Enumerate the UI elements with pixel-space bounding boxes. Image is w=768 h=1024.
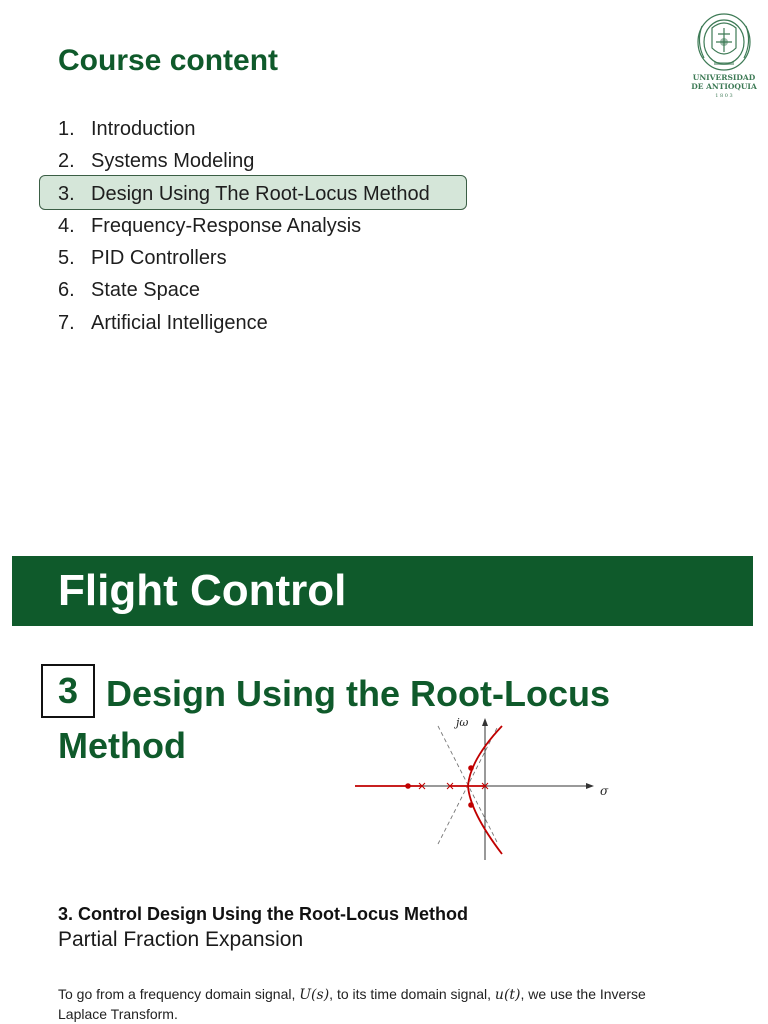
imaginary-axis-label: jω: [456, 716, 469, 729]
math-time-signal: u(t): [494, 987, 521, 1003]
course-topic-item[interactable]: [58, 275, 430, 307]
course-topic-list: [58, 114, 430, 340]
closed-loop-point: [468, 765, 474, 771]
closed-loop-point: [405, 783, 411, 789]
topic-label: Artificial Intelligence: [91, 311, 268, 334]
imaginary-axis-arrow: [482, 718, 488, 726]
real-axis-arrow: [586, 783, 594, 789]
chapter-number-box: 3: [41, 664, 95, 718]
topic-label: Systems Modeling: [91, 150, 255, 173]
course-topic-item-current[interactable]: [58, 179, 430, 211]
topic-number: 3.: [58, 182, 75, 205]
section-subheading: Partial Fraction Expansion: [58, 928, 304, 951]
section-heading: 3. Control Design Using the Root-Locus Method: [58, 904, 468, 924]
course-topic-item[interactable]: [58, 211, 430, 243]
topic-number: 2.: [58, 150, 75, 173]
closed-loop-point: [468, 802, 474, 808]
topic-number: 5.: [58, 247, 75, 270]
real-axis-label: σ: [600, 784, 609, 798]
topic-label: Design Using The Root-Locus Method: [91, 182, 430, 205]
body-paragraph: [58, 985, 698, 1024]
topic-number: 7.: [58, 311, 75, 334]
topic-number: 1.: [58, 118, 75, 140]
topic-label: PID Controllers: [91, 247, 227, 270]
topic-label: Frequency-Response Analysis: [91, 214, 362, 237]
university-logo: [688, 8, 760, 104]
topic-number: 4.: [58, 214, 75, 237]
course-topic-item[interactable]: [58, 114, 430, 146]
logo-text-line2: DE ANTIOQUIA: [691, 82, 757, 91]
chapter-title: Design Using the Root-Locus Method: [58, 673, 610, 766]
body-text-part: , to its time domain signal,: [329, 986, 495, 1002]
course-content-title: Course content: [58, 44, 279, 77]
course-topic-item[interactable]: [58, 146, 430, 178]
root-locus-diagram: [350, 712, 620, 862]
body-text-part: To go from a frequency domain signal,: [58, 986, 300, 1002]
banner-title: Flight Control: [58, 566, 347, 615]
course-topic-item[interactable]: [58, 243, 430, 275]
body-text-part: , we use the Inverse Laplace Transform.: [58, 986, 646, 1022]
section-banner: [12, 556, 753, 626]
math-frequency-signal: U(s): [299, 987, 330, 1003]
logo-year: 1 8 0 3: [715, 93, 733, 99]
logo-text-line1: UNIVERSIDAD: [692, 73, 756, 82]
topic-number: 6.: [58, 279, 75, 302]
topic-label: State Space: [91, 279, 200, 302]
topic-label: Introduction: [91, 118, 196, 140]
course-topic-item[interactable]: [58, 308, 430, 340]
